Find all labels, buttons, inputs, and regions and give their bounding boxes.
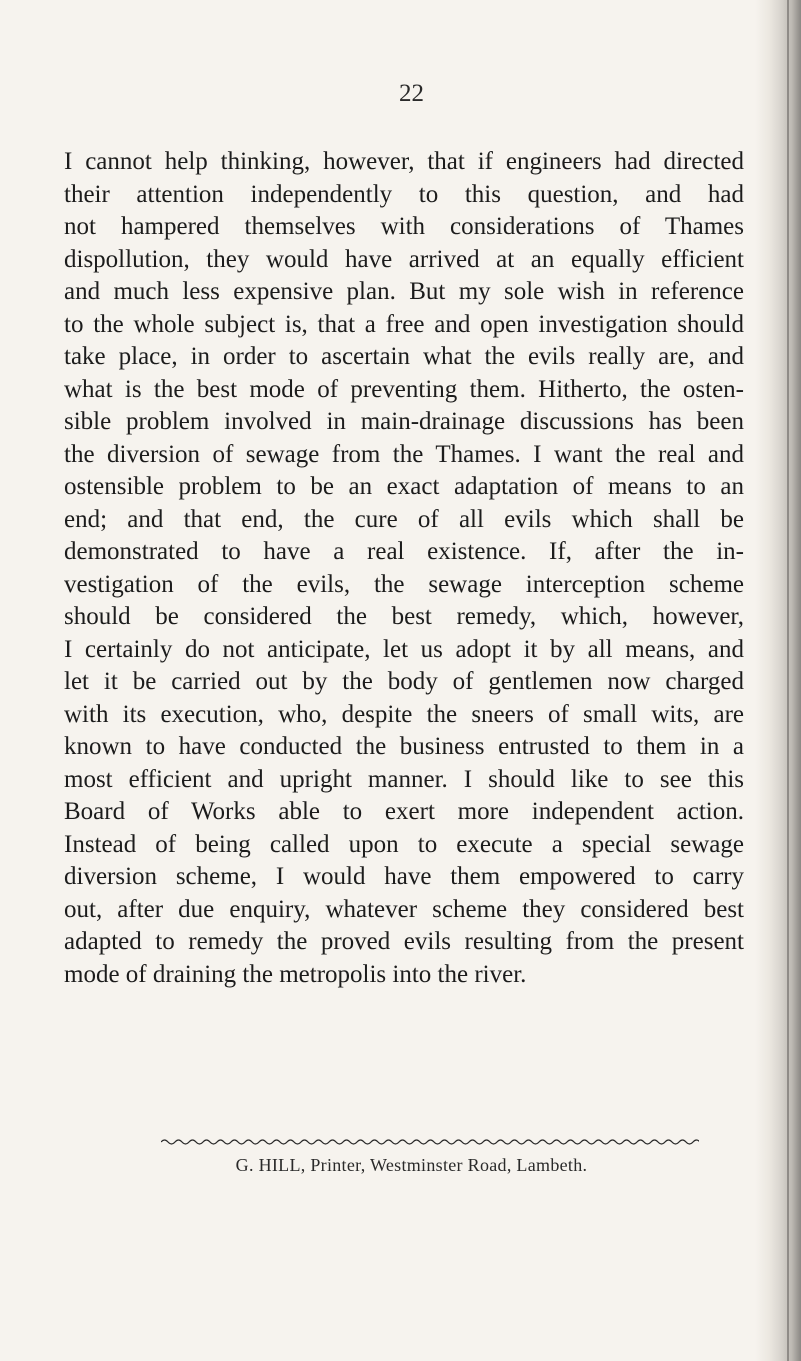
text-line: I cannot help thinking, however, that if engineers had directed [64, 148, 744, 175]
text-line: with its execution, who, despite the sneers of small wits, are [64, 700, 744, 728]
body-text [64, 146, 744, 991]
text-line: Board of Works able to exert more independent action. [64, 798, 744, 825]
text-line: diversion scheme, I would have them empowered to carry [64, 863, 744, 890]
text-line: adapted to remedy the proved evils resulting from the present [64, 928, 744, 955]
text-line: take place, in order to ascertain what the evils really are, and [64, 343, 744, 370]
text-line: their attention independently to this question, and had [64, 180, 744, 208]
text-line: end; and that end, the cure of all evils which shall be [64, 505, 744, 533]
text-line: and much less expensive plan. But my sole wish in reference [64, 278, 744, 305]
text-line: known to have conducted the business entrusted to them in a [64, 733, 744, 760]
text-line: let it be carried out by the body of gentlemen now charged [64, 668, 744, 695]
text-line: what is the best mode of preventing them. Hitherto, the osten- [64, 375, 744, 403]
text-line: to the whole subject is, that a free and open investigation should [64, 310, 744, 338]
text-line: not hampered themselves with considerations of Thames [64, 213, 744, 240]
text-line: Instead of being called upon to execute a special sewage [64, 830, 744, 858]
text-line: ostensible problem to be an exact adaptation of means to an [64, 473, 744, 500]
text-line: the diversion of sewage from the Thames. I want the real and [64, 440, 744, 468]
text-line: most efficient and upright manner. I should like to see this [64, 765, 744, 793]
printer-imprint: G. HILL, Printer, Westminster Road, Lambeth. [235, 1155, 588, 1175]
text-line: sible problem involved in main-drainage discussions has been [64, 408, 744, 435]
text-line: I certainly do not anticipate, let us adopt it by all means, and [64, 635, 744, 663]
wavy-rule-divider [161, 1137, 699, 1147]
text-line: mode of draining the metropolis into the river. [64, 960, 527, 988]
text-line: demonstrated to have a real existence. If, after the in- [64, 538, 744, 565]
text-line: out, after due enquiry, whatever scheme they considered best [64, 895, 744, 923]
text-line: should be considered the best remedy, which, however, [64, 603, 744, 630]
text-line: vestigation of the evils, the sewage interception scheme [64, 570, 744, 598]
text-line: dispollution, they would have arrived at an equally efficient [64, 245, 744, 273]
page-number: 22 [399, 80, 424, 107]
